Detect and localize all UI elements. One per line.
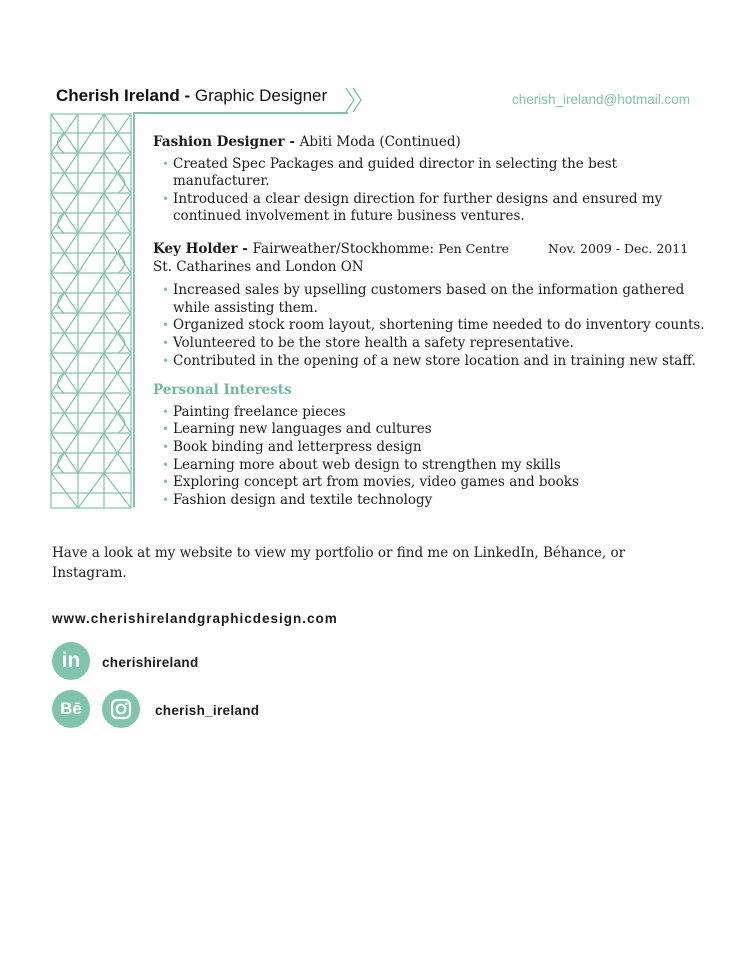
outro-text: Have a look at my website to view my portfolio or find me on LinkedIn, Béhance, or Instagram.	[52, 545, 626, 581]
linkedin-glyph: in	[61, 649, 81, 672]
behance-glyph: Bē	[60, 699, 82, 718]
job-title: Graphic Designer	[194, 86, 328, 105]
vertical-divider	[133, 112, 135, 507]
job-org: Fairweather/Stockhomme:	[252, 240, 439, 257]
website-link[interactable]: www.cherishirelandgraphicdesign.com	[52, 611, 338, 626]
section-title-interests: Personal Interests	[153, 382, 292, 399]
list-item: • Painting freelance pieces	[153, 404, 713, 422]
job-bullets	[153, 282, 713, 370]
job-heading	[153, 134, 713, 152]
header-name	[56, 86, 327, 106]
list-item: • Learning more about web design to strengthen my skills	[153, 457, 713, 475]
job-org: Abiti Moda (Continued)	[299, 134, 461, 150]
name-separator: -	[179, 86, 195, 105]
list-item: • Increased sales by upselling customers based on the information gathered while assisting them.	[153, 282, 713, 317]
list-item: • Introduced a clear design direction for further designs and ensured my continued involvement in future business ventures.	[153, 191, 713, 226]
list-item: • Created Spec Packages and guided director in selecting the best manufacturer.	[153, 156, 713, 191]
job-location: St. Catharines and London ON	[153, 258, 364, 275]
behance-icon[interactable]	[52, 690, 90, 728]
job-org-location: Pen Centre	[438, 240, 510, 256]
email-link[interactable]: cherish_ireland@hotmail.com	[512, 92, 691, 107]
decorative-pattern	[50, 113, 132, 509]
list-item: • Organized stock room layout, shortening time needed to do inventory counts.	[153, 317, 713, 335]
job-bullets	[153, 156, 713, 226]
list-item: • Book binding and letterpress design	[153, 439, 713, 457]
job-role: Fashion Designer -	[153, 134, 300, 150]
header-divider	[133, 112, 348, 114]
job-role: Key Holder -	[153, 240, 253, 257]
job-heading	[153, 240, 713, 259]
double-chevron-icon	[344, 86, 366, 114]
list-item: • Learning new languages and cultures	[153, 421, 713, 439]
list-item: • Exploring concept art from movies, video games and books	[153, 474, 713, 492]
instagram-icon[interactable]	[102, 690, 140, 728]
interests-list	[153, 404, 713, 510]
list-item: • Volunteered to be the store health a safety representative.	[153, 335, 713, 353]
name: Cherish Ireland	[56, 86, 180, 105]
list-item: • Fashion design and textile technology	[153, 492, 713, 510]
job-dates: Nov. 2009 - Dec. 2011	[548, 240, 689, 256]
experience-section	[153, 134, 713, 509]
linkedin-icon[interactable]	[52, 642, 90, 680]
instagram-handle[interactable]: cherish_ireland	[155, 703, 260, 718]
linkedin-handle[interactable]: cherishireland	[102, 655, 199, 670]
list-item: • Contributed in the opening of a new store location and in training new staff.	[153, 353, 713, 371]
